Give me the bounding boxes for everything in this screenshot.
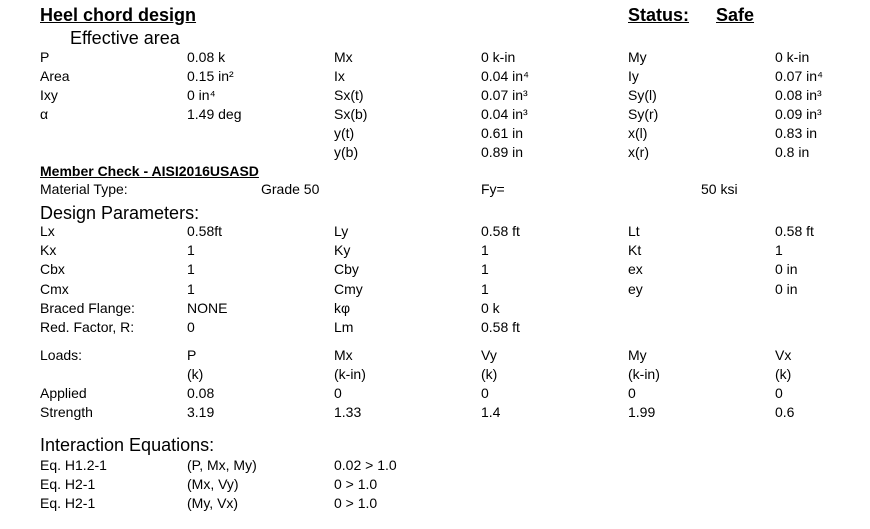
design-param-cell: 1 <box>187 242 195 259</box>
effective-area-cell: 0.61 in <box>481 125 524 141</box>
effective-area-cell: 0.09 in³ <box>775 106 822 122</box>
interaction-eq-cell: Eq. H1.2-1 <box>40 457 107 473</box>
loads-cell: 1.33 <box>334 404 362 420</box>
effective-area-cell: Sx(t) <box>334 87 364 103</box>
effective-area-cell: My <box>628 49 647 65</box>
design-param-cell: Red. Factor, R: <box>40 319 135 335</box>
status-value: Safe <box>716 5 755 25</box>
loads-cell: Loads: <box>40 347 83 363</box>
loads-cell: 1.4 <box>481 404 501 420</box>
material-type-value: Grade 50 <box>261 181 320 197</box>
design-param-cell: ex <box>628 261 643 278</box>
effective-area-cell: 0.15 in² <box>187 68 234 84</box>
effective-area-cell: 0 k-in <box>481 49 516 65</box>
design-param-cell: Kx <box>40 242 57 259</box>
design-param-cell: Lt <box>628 223 640 239</box>
interaction-eq-cell: 0 > 1.0 <box>334 495 378 511</box>
effective-area-cell: Mx <box>334 49 353 65</box>
effective-area-cell: P <box>40 49 50 65</box>
interaction-eq-cell: 0 > 1.0 <box>334 476 378 492</box>
loads-cell: P <box>187 347 197 363</box>
design-param-cell: Cmx <box>40 280 69 297</box>
design-param-cell: 1 <box>187 261 195 278</box>
loads-cell: (k) <box>775 366 792 382</box>
effective-area-cell: 0.8 in <box>775 144 810 160</box>
interaction-eq-cell: (My, Vx) <box>187 495 239 511</box>
design-param-cell: 1 <box>481 242 489 259</box>
design-param-cell: Kt <box>628 242 642 259</box>
effective-area-cell: Iy <box>628 68 639 84</box>
interaction-equations-heading: Interaction Equations: <box>40 435 215 455</box>
effective-area-cell: y(t) <box>334 125 355 141</box>
design-param-cell: 0 in <box>775 280 798 297</box>
effective-area-cell: 0 in⁴ <box>187 87 216 103</box>
effective-area-cell: 0.07 in⁴ <box>775 68 824 84</box>
design-param-cell: Lx <box>40 223 55 239</box>
design-param-cell: 0.58 ft <box>775 223 814 239</box>
effective-area-cell: 0.83 in <box>775 125 818 141</box>
effective-area-cell: α <box>40 106 49 122</box>
effective-area-cell: 0.04 in³ <box>481 106 528 122</box>
design-param-cell: NONE <box>187 299 228 316</box>
member-check-heading: Member Check - AISI2016USASD <box>40 163 259 179</box>
interaction-eq-cell: 0.02 > 1.0 <box>334 457 397 473</box>
design-param-cell: 0 k <box>481 299 500 316</box>
loads-cell: (k) <box>481 366 498 382</box>
design-param-cell: 1 <box>481 261 489 278</box>
effective-area-cell: 0.08 k <box>187 49 226 65</box>
status-label: Status: <box>628 5 690 25</box>
loads-cell: (k) <box>187 366 204 382</box>
loads-cell: 0.08 <box>187 385 215 401</box>
design-param-cell: 0 in <box>775 261 798 278</box>
interaction-eq-cell: Eq. H2-1 <box>40 495 96 511</box>
loads-cell: (k-in) <box>334 366 366 382</box>
design-param-cell: 0.58ft <box>187 223 223 239</box>
design-param-cell: Ly <box>334 223 349 239</box>
loads-cell: 1.99 <box>628 404 656 420</box>
design-parameters-heading: Design Parameters: <box>40 203 200 223</box>
design-param-cell: 0.58 ft <box>481 223 520 239</box>
design-param-cell: Cby <box>334 261 359 278</box>
effective-area-cell: y(b) <box>334 144 359 160</box>
effective-area-cell: 0.08 in³ <box>775 87 822 103</box>
material-type-label: Material Type: <box>40 181 128 197</box>
effective-area-cell: Sy(l) <box>628 87 657 103</box>
fy-value: 50 ksi <box>701 181 738 197</box>
loads-cell: (k-in) <box>628 366 660 382</box>
effective-area-cell: Sy(r) <box>628 106 659 122</box>
effective-area-cell: x(l) <box>628 125 648 141</box>
design-param-cell: 1 <box>187 280 195 297</box>
effective-area-cell: 1.49 deg <box>187 106 242 122</box>
effective-area-cell: 0.07 in³ <box>481 87 528 103</box>
effective-area-cell: 0.04 in⁴ <box>481 68 530 84</box>
loads-cell: 0 <box>334 385 342 401</box>
loads-cell: Mx <box>334 347 353 363</box>
loads-cell: 0.6 <box>775 404 795 420</box>
design-param-cell: 1 <box>481 280 489 297</box>
interaction-eq-cell: (Mx, Vy) <box>187 476 239 492</box>
effective-area-heading: Effective area <box>70 28 180 48</box>
loads-cell: Vx <box>775 347 792 363</box>
effective-area-cell: 0 k-in <box>775 49 810 65</box>
effective-area-cell: x(r) <box>628 144 649 160</box>
loads-cell: 0 <box>628 385 636 401</box>
loads-cell: Strength <box>40 404 93 420</box>
loads-cell: 0 <box>775 385 783 401</box>
loads-cell: My <box>628 347 647 363</box>
loads-cell: 3.19 <box>187 404 215 420</box>
fy-label: Fy= <box>481 181 505 197</box>
effective-area-cell: 0.89 in <box>481 144 524 160</box>
design-param-cell: Braced Flange: <box>40 299 135 316</box>
loads-cell: Vy <box>481 347 497 363</box>
design-param-cell: Ky <box>334 242 351 259</box>
design-param-cell: 0 <box>187 319 195 335</box>
page-title: Heel chord design <box>40 5 197 25</box>
design-param-cell: Cbx <box>40 261 65 278</box>
design-param-cell: kφ <box>334 299 351 316</box>
design-param-cell: Cmy <box>334 280 363 297</box>
effective-area-cell: Ix <box>334 68 345 84</box>
design-param-cell: ey <box>628 280 643 297</box>
interaction-eq-cell: (P, Mx, My) <box>187 457 257 473</box>
design-param-cell: 0.58 ft <box>481 319 520 335</box>
design-param-cell: 1 <box>775 242 783 259</box>
effective-area-cell: Ixy <box>40 87 58 103</box>
effective-area-cell: Sx(b) <box>334 106 368 122</box>
loads-cell: Applied <box>40 385 87 401</box>
effective-area-cell: Area <box>40 68 70 84</box>
loads-cell: 0 <box>481 385 489 401</box>
interaction-eq-cell: Eq. H2-1 <box>40 476 96 492</box>
design-param-cell: Lm <box>334 319 354 335</box>
